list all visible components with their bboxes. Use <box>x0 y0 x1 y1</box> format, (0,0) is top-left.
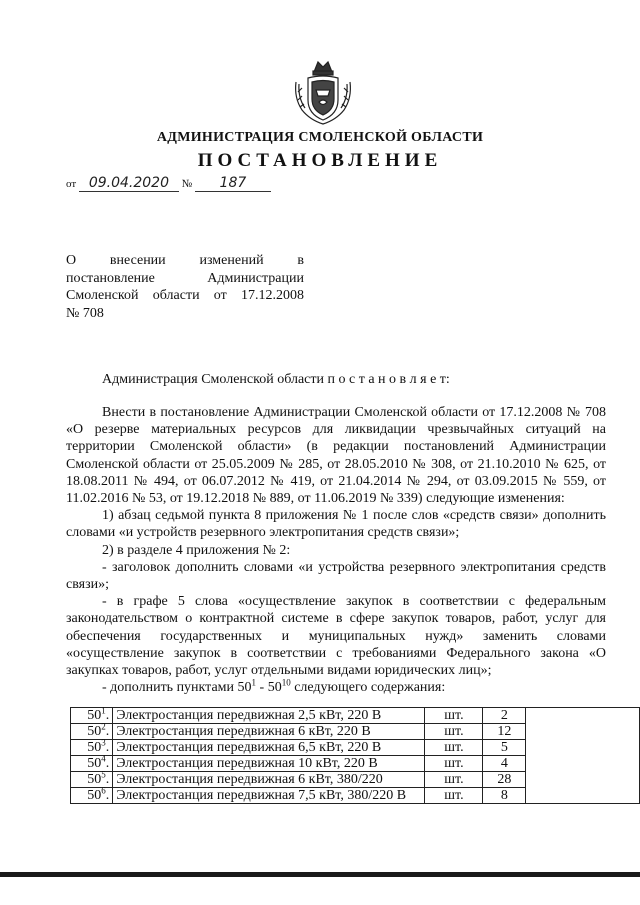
row-number: $50^5$. <box>71 772 113 788</box>
document-subject <box>66 252 304 322</box>
row-name: Электростанция передвижная 6 кВт, 380/220 <box>113 772 425 788</box>
date-number-line <box>66 175 271 192</box>
subject-line: постановление Администрации <box>66 270 304 286</box>
row-qty: 5 <box>483 740 526 756</box>
subject-line: О внесении изменений в <box>66 253 304 268</box>
coat-of-arms-icon <box>292 58 354 126</box>
date-value: 09.04.2020 <box>88 175 169 191</box>
row-unit: шт. <box>425 708 483 724</box>
document-title: ПОСТАНОВЛЕНИЕ <box>197 150 443 171</box>
row-unit: шт. <box>425 756 483 772</box>
item-2c-sup: 1 <box>251 677 257 688</box>
row-unit: шт. <box>425 724 483 740</box>
item-2c-sup: 10 <box>281 677 291 688</box>
document-body <box>66 404 606 696</box>
number-value: 187 <box>219 175 247 191</box>
body-item-2c <box>66 679 606 696</box>
date-prefix: от <box>66 178 77 190</box>
subject-line: Смоленской области от 17.12.2008 <box>66 288 304 303</box>
body-item-1: 1) абзац седьмой пункта 8 приложения № 1 после слов «средств связи» дополнить словами «и устройств резервного электропитания средств связи»; <box>66 508 606 541</box>
row-name: Электростанция передвижная 6,5 кВт, 220 В <box>113 740 425 756</box>
row-qty: 28 <box>483 772 526 788</box>
scan-edge-line <box>0 872 640 877</box>
item-2c-text: - дополнить пунктами 50 <box>102 680 252 696</box>
merged-empty-cell <box>526 708 640 804</box>
row-number: $50^3$. <box>71 740 113 756</box>
equipment-table <box>70 707 640 804</box>
item-2c-text: следующего содержания: <box>290 680 446 696</box>
row-qty: 2 <box>483 708 526 724</box>
row-number: $50^4$. <box>71 756 113 772</box>
row-unit: шт. <box>425 788 483 804</box>
table-row <box>71 708 640 724</box>
row-name: Электростанция передвижная 2,5 кВт, 220 В <box>113 708 425 724</box>
body-item-2a: - заголовок дополнить словами «и устройства резервного электропитания средств связи»; <box>66 559 606 593</box>
row-qty: 8 <box>483 788 526 804</box>
row-name: Электростанция передвижная 6 кВт, 220 В <box>113 724 425 740</box>
row-unit: шт. <box>425 740 483 756</box>
row-number: $50^2$. <box>71 724 113 740</box>
subject-line: № 708 <box>66 305 104 321</box>
row-name: Электростанция передвижная 7,5 кВт, 380/220 В <box>113 788 425 804</box>
preamble: Администрация Смоленской области п о с т а н о в л я е т: <box>102 372 450 387</box>
row-number: $50^1$. <box>71 708 113 724</box>
row-unit: шт. <box>425 772 483 788</box>
body-intro: Внести в постановление Администрации Смоленской области от 17.12.2008 № 708 «О резерве материальных ресурсов для ликвидации чрезвычайных ситуаций на территории Смоленской области» (в редакции постановлений Администрации Смоленской области от 25.05.2009 № 285, от 28.05.2010 № 308, от 21.10.2010 № 625, от 18.08.2011 № 494, от 06.07.2012 № 419, от 21.04.2014 № 294, от 03.09.2015 № 559, от 11.02.2016 № 53, от 19.12.2018 № 889, от 11.06.2019 № 339) следующие изменения: <box>66 405 606 507</box>
body-item-2: 2) в разделе 4 приложения № 2: <box>102 542 291 558</box>
body-item-2b: - в графе 5 слова «осуществление закупок в соответствии с федеральным законодательством о контрактной системе в сфере закупок товаров, работ, услуг для обеспечения государственных и муниципальных нужд» заменить словами «осуществление закупок в соответствии с требованиями Федерального закона «О закупках товаров, работ, услуг отдельными видами юридических лиц»; <box>66 594 606 679</box>
row-number: $50^6$. <box>71 788 113 804</box>
row-qty: 4 <box>483 756 526 772</box>
organization-name: АДМИНИСТРАЦИЯ СМОЛЕНСКОЙ ОБЛАСТИ <box>156 130 484 145</box>
row-qty: 12 <box>483 724 526 740</box>
row-name: Электростанция передвижная 10 кВт, 220 В <box>113 756 425 772</box>
number-prefix: № <box>181 178 193 190</box>
item-2c-text: - 50 <box>256 680 282 696</box>
